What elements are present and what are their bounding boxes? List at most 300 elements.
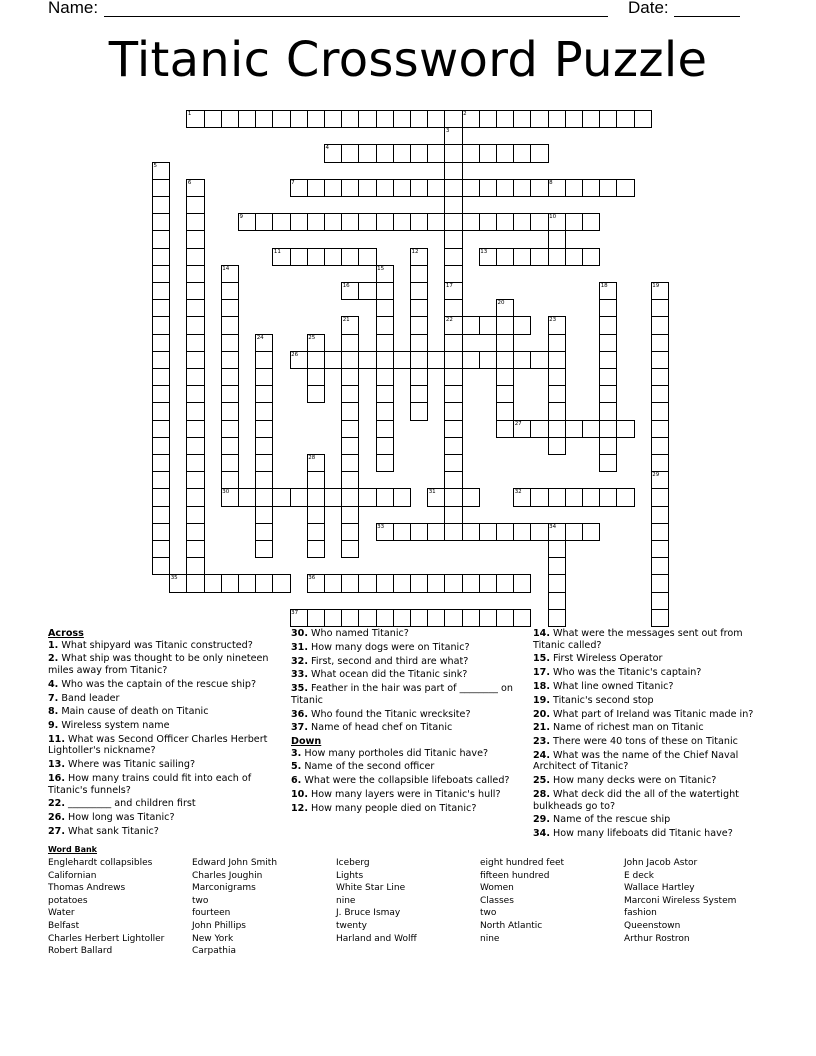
grid-cell[interactable]: [479, 609, 497, 627]
grid-cell[interactable]: [341, 437, 359, 455]
grid-cell[interactable]: [513, 523, 531, 541]
grid-cell[interactable]: [496, 420, 514, 438]
grid-cell[interactable]: [599, 402, 617, 420]
grid-cell[interactable]: [341, 574, 359, 592]
grid-cell[interactable]: [427, 351, 445, 369]
grid-cell[interactable]: [324, 110, 342, 128]
grid-cell[interactable]: [358, 248, 376, 266]
grid-cell[interactable]: [324, 179, 342, 197]
grid-cell[interactable]: [186, 523, 204, 541]
grid-cell[interactable]: [341, 540, 359, 558]
grid-cell[interactable]: [651, 506, 669, 524]
grid-cell[interactable]: [582, 420, 600, 438]
grid-cell[interactable]: [530, 351, 548, 369]
grid-cell[interactable]: [221, 299, 239, 317]
grid-cell[interactable]: [221, 334, 239, 352]
grid-cell[interactable]: [152, 540, 170, 558]
grid-cell[interactable]: [376, 316, 394, 334]
grid-cell[interactable]: [152, 471, 170, 489]
grid-cell[interactable]: [341, 351, 359, 369]
grid-cell[interactable]: [186, 248, 204, 266]
grid-cell[interactable]: [651, 557, 669, 575]
grid-cell[interactable]: [221, 282, 239, 300]
grid-cell[interactable]: [651, 488, 669, 506]
grid-cell[interactable]: [599, 385, 617, 403]
grid-cell[interactable]: [479, 351, 497, 369]
grid-cell[interactable]: [186, 299, 204, 317]
grid-cell[interactable]: [410, 609, 428, 627]
grid-cell[interactable]: [358, 213, 376, 231]
grid-cell[interactable]: [462, 488, 480, 506]
grid-cell[interactable]: [186, 574, 204, 592]
grid-cell[interactable]: [376, 282, 394, 300]
grid-cell[interactable]: [548, 437, 566, 455]
grid-cell[interactable]: [496, 248, 514, 266]
grid-cell[interactable]: [427, 110, 445, 128]
grid-cell[interactable]: [616, 179, 634, 197]
grid-cell[interactable]: [221, 110, 239, 128]
grid-cell[interactable]: [616, 420, 634, 438]
grid-cell[interactable]: [444, 454, 462, 472]
grid-cell[interactable]: [479, 144, 497, 162]
grid-cell[interactable]: [341, 454, 359, 472]
grid-cell[interactable]: [152, 402, 170, 420]
grid-cell[interactable]: [410, 110, 428, 128]
grid-cell[interactable]: [444, 437, 462, 455]
grid-cell[interactable]: [582, 523, 600, 541]
grid-cell[interactable]: [548, 557, 566, 575]
grid-cell[interactable]: [565, 110, 583, 128]
grid-cell[interactable]: [651, 420, 669, 438]
grid-cell[interactable]: [152, 334, 170, 352]
grid-cell[interactable]: [651, 316, 669, 334]
grid-cell[interactable]: [152, 385, 170, 403]
grid-cell[interactable]: [513, 316, 531, 334]
grid-cell[interactable]: [496, 609, 514, 627]
grid-cell[interactable]: [496, 351, 514, 369]
grid-cell[interactable]: [427, 609, 445, 627]
grid-cell[interactable]: [376, 488, 394, 506]
grid-cell[interactable]: [410, 574, 428, 592]
grid-cell[interactable]: [324, 609, 342, 627]
grid-cell[interactable]: [358, 609, 376, 627]
grid-cell[interactable]: [358, 351, 376, 369]
grid-cell[interactable]: [186, 420, 204, 438]
grid-cell[interactable]: [444, 230, 462, 248]
grid-cell[interactable]: [341, 368, 359, 386]
grid-cell[interactable]: [341, 420, 359, 438]
grid-cell[interactable]: [634, 110, 652, 128]
grid-cell[interactable]: [221, 368, 239, 386]
grid-cell[interactable]: [479, 213, 497, 231]
grid-cell[interactable]: [186, 316, 204, 334]
grid-cell[interactable]: [651, 402, 669, 420]
grid-cell[interactable]: [444, 110, 462, 128]
grid-cell[interactable]: [410, 402, 428, 420]
grid-cell[interactable]: [255, 368, 273, 386]
grid-cell[interactable]: [376, 454, 394, 472]
grid-cell[interactable]: [221, 351, 239, 369]
grid-cell[interactable]: [255, 454, 273, 472]
grid-cell[interactable]: [410, 523, 428, 541]
grid-cell[interactable]: [307, 540, 325, 558]
grid-cell[interactable]: [513, 144, 531, 162]
grid-cell[interactable]: [548, 609, 566, 627]
grid-cell[interactable]: [324, 248, 342, 266]
grid-cell[interactable]: [307, 179, 325, 197]
grid-cell[interactable]: [479, 316, 497, 334]
grid-cell[interactable]: [548, 385, 566, 403]
grid-cell[interactable]: [496, 110, 514, 128]
grid-cell[interactable]: [651, 334, 669, 352]
grid-cell[interactable]: [152, 230, 170, 248]
grid-cell[interactable]: [255, 420, 273, 438]
grid-cell[interactable]: [651, 368, 669, 386]
grid-cell[interactable]: [444, 265, 462, 283]
grid-cell[interactable]: [307, 523, 325, 541]
grid-cell[interactable]: [599, 110, 617, 128]
grid-cell[interactable]: [186, 334, 204, 352]
grid-cell[interactable]: [582, 213, 600, 231]
grid-cell[interactable]: [651, 454, 669, 472]
grid-cell[interactable]: [444, 248, 462, 266]
grid-cell[interactable]: [152, 282, 170, 300]
grid-cell[interactable]: [462, 574, 480, 592]
grid-cell[interactable]: [496, 574, 514, 592]
grid-cell[interactable]: [307, 351, 325, 369]
grid-cell[interactable]: [186, 402, 204, 420]
grid-cell[interactable]: [444, 506, 462, 524]
grid-cell[interactable]: [599, 179, 617, 197]
grid-cell[interactable]: [341, 506, 359, 524]
grid-cell[interactable]: [565, 488, 583, 506]
grid-cell[interactable]: [255, 351, 273, 369]
grid-cell[interactable]: [152, 506, 170, 524]
grid-cell[interactable]: [238, 488, 256, 506]
grid-cell[interactable]: [238, 574, 256, 592]
grid-cell[interactable]: [444, 144, 462, 162]
grid-cell[interactable]: [341, 110, 359, 128]
grid-cell[interactable]: [599, 420, 617, 438]
grid-cell[interactable]: [599, 437, 617, 455]
grid-cell[interactable]: [204, 110, 222, 128]
grid-cell[interactable]: [479, 574, 497, 592]
grid-cell[interactable]: [410, 368, 428, 386]
grid-cell[interactable]: [255, 385, 273, 403]
grid-cell[interactable]: [186, 437, 204, 455]
grid-cell[interactable]: [496, 368, 514, 386]
grid-cell[interactable]: [152, 265, 170, 283]
grid-cell[interactable]: [376, 385, 394, 403]
grid-cell[interactable]: [255, 574, 273, 592]
grid-cell[interactable]: [513, 213, 531, 231]
grid-cell[interactable]: [324, 351, 342, 369]
grid-cell[interactable]: [152, 454, 170, 472]
grid-cell[interactable]: [290, 248, 308, 266]
grid-cell[interactable]: [255, 437, 273, 455]
grid-cell[interactable]: [376, 437, 394, 455]
grid-cell[interactable]: [462, 144, 480, 162]
grid-cell[interactable]: [186, 368, 204, 386]
grid-cell[interactable]: [479, 179, 497, 197]
grid-cell[interactable]: [479, 110, 497, 128]
grid-cell[interactable]: [548, 574, 566, 592]
grid-cell[interactable]: [582, 488, 600, 506]
grid-cell[interactable]: [599, 351, 617, 369]
grid-cell[interactable]: [651, 574, 669, 592]
grid-cell[interactable]: [186, 351, 204, 369]
grid-cell[interactable]: [427, 523, 445, 541]
grid-cell[interactable]: [307, 506, 325, 524]
grid-cell[interactable]: [599, 368, 617, 386]
grid-cell[interactable]: [324, 488, 342, 506]
grid-cell[interactable]: [444, 196, 462, 214]
grid-cell[interactable]: [651, 609, 669, 627]
grid-cell[interactable]: [530, 144, 548, 162]
grid-cell[interactable]: [410, 334, 428, 352]
grid-cell[interactable]: [444, 334, 462, 352]
grid-cell[interactable]: [393, 213, 411, 231]
grid-cell[interactable]: [651, 437, 669, 455]
grid-cell[interactable]: [307, 110, 325, 128]
grid-cell[interactable]: [272, 213, 290, 231]
grid-cell[interactable]: [376, 299, 394, 317]
grid-cell[interactable]: [616, 488, 634, 506]
grid-cell[interactable]: [599, 299, 617, 317]
grid-cell[interactable]: [565, 248, 583, 266]
grid-cell[interactable]: [307, 213, 325, 231]
grid-cell[interactable]: [427, 213, 445, 231]
grid-cell[interactable]: [651, 540, 669, 558]
grid-cell[interactable]: [410, 144, 428, 162]
grid-cell[interactable]: [393, 609, 411, 627]
grid-cell[interactable]: [152, 557, 170, 575]
grid-cell[interactable]: [376, 351, 394, 369]
grid-cell[interactable]: [152, 523, 170, 541]
grid-cell[interactable]: [496, 334, 514, 352]
grid-cell[interactable]: [496, 213, 514, 231]
grid-cell[interactable]: [221, 471, 239, 489]
grid-cell[interactable]: [186, 230, 204, 248]
grid-cell[interactable]: [444, 471, 462, 489]
grid-cell[interactable]: [530, 179, 548, 197]
grid-cell[interactable]: [290, 110, 308, 128]
grid-cell[interactable]: [221, 437, 239, 455]
grid-cell[interactable]: [393, 351, 411, 369]
grid-cell[interactable]: [444, 402, 462, 420]
grid-cell[interactable]: [307, 368, 325, 386]
grid-cell[interactable]: [255, 471, 273, 489]
grid-cell[interactable]: [307, 488, 325, 506]
grid-cell[interactable]: [376, 368, 394, 386]
grid-cell[interactable]: [599, 454, 617, 472]
grid-cell[interactable]: [548, 402, 566, 420]
grid-cell[interactable]: [582, 110, 600, 128]
grid-cell[interactable]: [599, 334, 617, 352]
grid-cell[interactable]: [530, 523, 548, 541]
grid-cell[interactable]: [427, 144, 445, 162]
grid-cell[interactable]: [444, 609, 462, 627]
grid-cell[interactable]: [651, 592, 669, 610]
grid-cell[interactable]: [152, 316, 170, 334]
grid-cell[interactable]: [358, 179, 376, 197]
grid-cell[interactable]: [358, 574, 376, 592]
grid-cell[interactable]: [462, 179, 480, 197]
grid-cell[interactable]: [513, 574, 531, 592]
grid-cell[interactable]: [496, 523, 514, 541]
grid-cell[interactable]: [272, 110, 290, 128]
grid-cell[interactable]: [186, 385, 204, 403]
grid-cell[interactable]: [152, 248, 170, 266]
grid-cell[interactable]: [393, 144, 411, 162]
grid-cell[interactable]: [513, 609, 531, 627]
grid-cell[interactable]: [530, 248, 548, 266]
grid-cell[interactable]: [427, 574, 445, 592]
grid-cell[interactable]: [444, 368, 462, 386]
grid-cell[interactable]: [513, 110, 531, 128]
grid-cell[interactable]: [221, 454, 239, 472]
grid-cell[interactable]: [186, 265, 204, 283]
grid-cell[interactable]: [376, 334, 394, 352]
grid-cell[interactable]: [548, 230, 566, 248]
grid-cell[interactable]: [582, 248, 600, 266]
grid-cell[interactable]: [186, 540, 204, 558]
grid-cell[interactable]: [221, 385, 239, 403]
grid-cell[interactable]: [341, 609, 359, 627]
grid-cell[interactable]: [152, 351, 170, 369]
grid-cell[interactable]: [548, 351, 566, 369]
grid-cell[interactable]: [444, 162, 462, 180]
grid-cell[interactable]: [444, 351, 462, 369]
grid-cell[interactable]: [444, 488, 462, 506]
grid-cell[interactable]: [341, 488, 359, 506]
grid-cell[interactable]: [444, 299, 462, 317]
grid-cell[interactable]: [272, 574, 290, 592]
grid-cell[interactable]: [410, 265, 428, 283]
grid-cell[interactable]: [307, 385, 325, 403]
grid-cell[interactable]: [410, 351, 428, 369]
grid-cell[interactable]: [513, 351, 531, 369]
grid-cell[interactable]: [496, 144, 514, 162]
grid-cell[interactable]: [565, 523, 583, 541]
grid-cell[interactable]: [221, 316, 239, 334]
grid-cell[interactable]: [152, 488, 170, 506]
grid-cell[interactable]: [651, 299, 669, 317]
grid-cell[interactable]: [462, 316, 480, 334]
grid-cell[interactable]: [582, 179, 600, 197]
grid-cell[interactable]: [548, 592, 566, 610]
grid-cell[interactable]: [393, 488, 411, 506]
grid-cell[interactable]: [393, 574, 411, 592]
grid-cell[interactable]: [186, 213, 204, 231]
grid-cell[interactable]: [152, 437, 170, 455]
grid-cell[interactable]: [255, 540, 273, 558]
grid-cell[interactable]: [358, 110, 376, 128]
grid-cell[interactable]: [255, 523, 273, 541]
grid-cell[interactable]: [513, 179, 531, 197]
grid-cell[interactable]: [548, 540, 566, 558]
grid-cell[interactable]: [496, 179, 514, 197]
grid-cell[interactable]: [599, 488, 617, 506]
grid-cell[interactable]: [152, 179, 170, 197]
grid-cell[interactable]: [186, 196, 204, 214]
grid-cell[interactable]: [255, 110, 273, 128]
grid-cell[interactable]: [186, 557, 204, 575]
grid-cell[interactable]: [651, 351, 669, 369]
grid-cell[interactable]: [427, 179, 445, 197]
grid-cell[interactable]: [530, 420, 548, 438]
grid-cell[interactable]: [410, 316, 428, 334]
grid-cell[interactable]: [530, 213, 548, 231]
grid-cell[interactable]: [548, 488, 566, 506]
grid-cell[interactable]: [221, 420, 239, 438]
grid-cell[interactable]: [548, 368, 566, 386]
grid-cell[interactable]: [341, 179, 359, 197]
grid-cell[interactable]: [410, 282, 428, 300]
grid-cell[interactable]: [479, 523, 497, 541]
grid-cell[interactable]: [341, 471, 359, 489]
grid-cell[interactable]: [290, 213, 308, 231]
grid-cell[interactable]: [186, 454, 204, 472]
grid-cell[interactable]: [376, 402, 394, 420]
grid-cell[interactable]: [255, 488, 273, 506]
grid-cell[interactable]: [548, 248, 566, 266]
grid-cell[interactable]: [221, 574, 239, 592]
grid-cell[interactable]: [548, 420, 566, 438]
grid-cell[interactable]: [186, 488, 204, 506]
grid-cell[interactable]: [410, 385, 428, 403]
grid-cell[interactable]: [444, 385, 462, 403]
grid-cell[interactable]: [204, 574, 222, 592]
grid-cell[interactable]: [341, 213, 359, 231]
grid-cell[interactable]: [341, 402, 359, 420]
grid-cell[interactable]: [358, 488, 376, 506]
grid-cell[interactable]: [616, 110, 634, 128]
grid-cell[interactable]: [496, 385, 514, 403]
grid-cell[interactable]: [462, 609, 480, 627]
grid-cell[interactable]: [358, 282, 376, 300]
grid-cell[interactable]: [255, 402, 273, 420]
grid-cell[interactable]: [376, 213, 394, 231]
grid-cell[interactable]: [444, 523, 462, 541]
grid-cell[interactable]: [410, 213, 428, 231]
grid-cell[interactable]: [272, 488, 290, 506]
grid-cell[interactable]: [376, 574, 394, 592]
grid-cell[interactable]: [152, 420, 170, 438]
grid-cell[interactable]: [410, 179, 428, 197]
grid-cell[interactable]: [651, 523, 669, 541]
grid-cell[interactable]: [530, 488, 548, 506]
grid-cell[interactable]: [444, 420, 462, 438]
grid-cell[interactable]: [341, 248, 359, 266]
grid-cell[interactable]: [444, 213, 462, 231]
grid-cell[interactable]: [238, 110, 256, 128]
grid-cell[interactable]: [152, 213, 170, 231]
grid-cell[interactable]: [376, 144, 394, 162]
grid-cell[interactable]: [307, 609, 325, 627]
grid-cell[interactable]: [307, 471, 325, 489]
grid-cell[interactable]: [255, 213, 273, 231]
grid-cell[interactable]: [410, 299, 428, 317]
grid-cell[interactable]: [152, 368, 170, 386]
grid-cell[interactable]: [548, 110, 566, 128]
grid-cell[interactable]: [290, 488, 308, 506]
grid-cell[interactable]: [376, 179, 394, 197]
grid-cell[interactable]: [376, 420, 394, 438]
grid-cell[interactable]: [376, 609, 394, 627]
grid-cell[interactable]: [341, 523, 359, 541]
grid-cell[interactable]: [341, 144, 359, 162]
